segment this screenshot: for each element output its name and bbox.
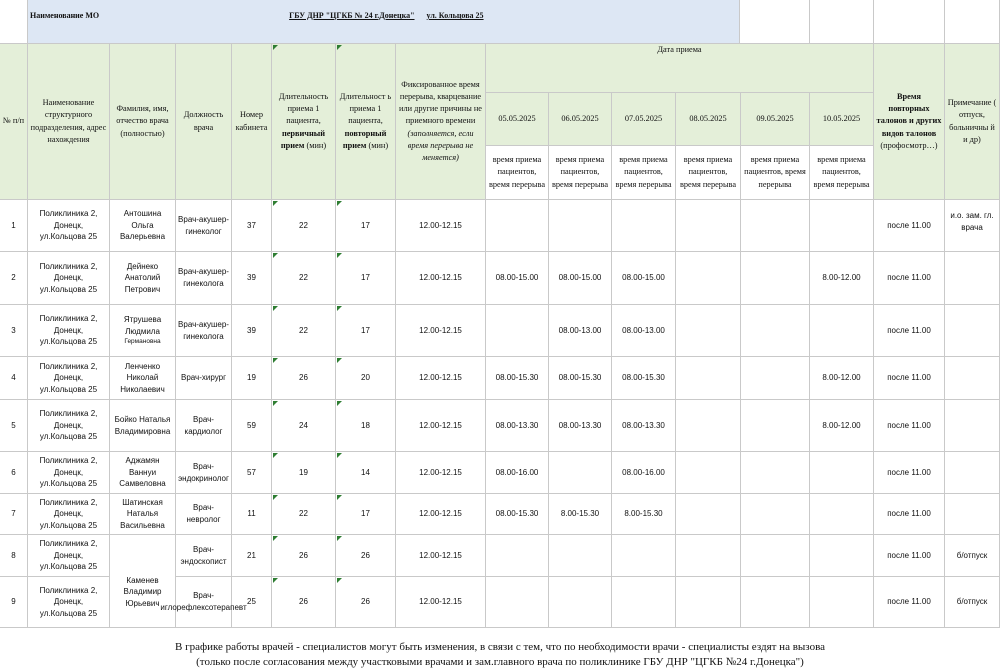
cell-day-1: 08.00-15.00 xyxy=(486,252,549,305)
header-break xyxy=(396,44,486,200)
cell-division: Поликлиника 2, Донецк, ул.Кольцова 25 xyxy=(28,494,110,535)
cell-marker xyxy=(337,306,342,311)
cell-num: 1 xyxy=(0,200,28,252)
header-date-group: Дата приема xyxy=(486,44,874,93)
header-date-3: 07.05.2025 xyxy=(612,93,676,146)
cell-day-4 xyxy=(676,400,741,452)
cell-dur-primary: 19 xyxy=(272,452,336,494)
cell-fio-merged: Каменев Владимир Юрьевич xyxy=(110,535,176,628)
cell-dur-repeat: 26 xyxy=(336,577,396,628)
cell-dur-primary: 26 xyxy=(272,357,336,400)
cell-day-1: 08.00-15.30 xyxy=(486,494,549,535)
cell-day-2: 8.00-15.30 xyxy=(549,494,612,535)
cell-fio-text: Ленченко Николай Николаевич xyxy=(120,361,165,394)
cell-day-6: 8.00-12.00 xyxy=(810,400,874,452)
cell-dur-primary: 22 xyxy=(272,494,336,535)
header-dur-primary-post: (мин) xyxy=(306,140,327,150)
cell-fio-small: Германовна xyxy=(124,338,161,346)
header-dur-primary-pre: Длительность приема 1 пациента, xyxy=(278,92,329,126)
header-date-sub-2: время приема пациентов, время перерыва xyxy=(549,146,612,200)
cell-num: 6 xyxy=(0,452,28,494)
cell-day-6 xyxy=(810,200,874,252)
header-date-4: 08.05.2025 xyxy=(676,93,741,146)
cell-day-4 xyxy=(676,494,741,535)
cell-repeat-time: после 11.00 xyxy=(874,357,945,400)
cell-division: Поликлиника 2, Донецк, ул.Кольцова 25 xyxy=(28,252,110,305)
cell-fio-text: Ятрушева Людмила xyxy=(123,315,162,336)
cell-dur-repeat: 17 xyxy=(336,305,396,357)
header-date-sub-3: время приема пациентов, время перерыва xyxy=(612,146,676,200)
cell-note xyxy=(945,400,1000,452)
cell-division: Поликлиника 2, Донецк, ул.Кольцова 25 xyxy=(28,400,110,452)
cell-dur-repeat: 17 xyxy=(336,494,396,535)
cell-position: Врач-невролог xyxy=(176,494,232,535)
cell-note xyxy=(945,305,1000,357)
cell-num: 2 xyxy=(0,252,28,305)
cell-break: 12.00-12.15 xyxy=(396,305,486,357)
title-row xyxy=(28,0,740,44)
title-address: ул. Кольцова 25 xyxy=(426,11,484,20)
cell-day-1 xyxy=(486,577,549,628)
cell-day-3: 08.00-16.00 xyxy=(612,452,676,494)
cell-position: Врач-акушер-гинеколога xyxy=(176,305,232,357)
cell-day-2: 08.00-15.30 xyxy=(549,357,612,400)
cell-marker xyxy=(273,453,278,458)
header-break-text: Фиксированное время перерыва, кварцевание или другие причины не приемного времени xyxy=(399,80,482,126)
cell-day-5 xyxy=(741,452,810,494)
cell-day-3 xyxy=(612,577,676,628)
cell-day-1: 08.00-15.30 xyxy=(486,357,549,400)
cell-dur-repeat: 18 xyxy=(336,400,396,452)
cell-fio xyxy=(110,200,176,252)
cell-day-5 xyxy=(741,305,810,357)
title-blank-5 xyxy=(945,0,1000,44)
cell-fio-text: Бойко Наталья Владимировна xyxy=(114,414,171,436)
cell-room: 25 xyxy=(232,577,272,628)
cell-note xyxy=(945,357,1000,400)
cell-dur-primary: 26 xyxy=(272,535,336,577)
cell-day-1: 08.00-13.30 xyxy=(486,400,549,452)
cell-break: 12.00-12.15 xyxy=(396,535,486,577)
header-repeat-tickets xyxy=(874,44,945,200)
cell-note xyxy=(945,494,1000,535)
header-date-6: 10.05.2025 xyxy=(810,93,874,146)
cell-note xyxy=(945,452,1000,494)
cell-num: 5 xyxy=(0,400,28,452)
cell-repeat-time: после 11.00 xyxy=(874,494,945,535)
cell-marker xyxy=(337,578,342,583)
cell-division: Поликлиника 2, Донецк, ул.Кольцова 25 xyxy=(28,305,110,357)
cell-marker xyxy=(273,358,278,363)
cell-marker xyxy=(337,536,342,541)
cell-marker xyxy=(337,45,342,50)
cell-fio-text: Антошина Ольга Валерьевна xyxy=(119,209,166,242)
cell-marker xyxy=(273,578,278,583)
title-blank xyxy=(0,0,28,44)
cell-position: Врач-акушер-гинеколог xyxy=(176,200,232,252)
cell-day-3: 08.00-15.00 xyxy=(612,252,676,305)
cell-repeat-time: после 11.00 xyxy=(874,252,945,305)
header-room: Номер кабинета xyxy=(232,44,272,200)
cell-break: 12.00-12.15 xyxy=(396,357,486,400)
cell-room: 59 xyxy=(232,400,272,452)
cell-num: 9 xyxy=(0,577,28,628)
cell-day-5 xyxy=(741,494,810,535)
header-dur-repeat-post: (мин) xyxy=(368,140,389,150)
cell-position: Врач-кардиолог xyxy=(176,400,232,452)
cell-day-4 xyxy=(676,305,741,357)
cell-fio xyxy=(110,305,176,357)
header-dur-primary-bold: первичный прием xyxy=(280,128,326,150)
header-date-2: 06.05.2025 xyxy=(549,93,612,146)
cell-marker xyxy=(273,253,278,258)
cell-position: Врач-акушер-гинеколога xyxy=(176,252,232,305)
title-blank-4 xyxy=(874,0,945,44)
cell-day-5 xyxy=(741,200,810,252)
footer-line-1: В графике работы врачей - специалистов могут быть изменения, в связи с тем, что по необходимости врачи - специалисты ездят на вызова xyxy=(174,641,825,653)
title-org: ГБУ ДНР "ЦГКБ № 24 г.Донецка" xyxy=(289,11,415,20)
cell-fio xyxy=(110,494,176,535)
cell-marker xyxy=(273,306,278,311)
cell-marker xyxy=(337,201,342,206)
cell-room: 37 xyxy=(232,200,272,252)
cell-day-4 xyxy=(676,577,741,628)
cell-room: 39 xyxy=(232,305,272,357)
header-num: № п/п xyxy=(0,44,28,200)
cell-marker xyxy=(337,358,342,363)
cell-day-2: 08.00-15.00 xyxy=(549,252,612,305)
cell-day-1 xyxy=(486,535,549,577)
cell-marker xyxy=(337,453,342,458)
cell-note: б/отпуск xyxy=(945,577,1000,628)
cell-fio xyxy=(110,357,176,400)
cell-note: и.о. зам. гл. врача xyxy=(945,200,1000,252)
cell-num: 8 xyxy=(0,535,28,577)
cell-dur-repeat: 17 xyxy=(336,200,396,252)
cell-division: Поликлиника 2, Донецк, ул.Кольцова 25 xyxy=(28,200,110,252)
cell-num: 3 xyxy=(0,305,28,357)
cell-room: 57 xyxy=(232,452,272,494)
cell-day-2 xyxy=(549,452,612,494)
cell-num: 7 xyxy=(0,494,28,535)
cell-day-4 xyxy=(676,535,741,577)
header-date-sub-1: время приема пациентов, время перерыва xyxy=(486,146,549,200)
cell-position: Врач-хирург xyxy=(176,357,232,400)
cell-dur-primary: 22 xyxy=(272,200,336,252)
cell-marker xyxy=(273,45,278,50)
cell-repeat-time: после 11.00 xyxy=(874,400,945,452)
cell-marker xyxy=(337,253,342,258)
cell-day-5 xyxy=(741,400,810,452)
cell-day-3: 08.00-13.00 xyxy=(612,305,676,357)
cell-day-6 xyxy=(810,452,874,494)
cell-room: 39 xyxy=(232,252,272,305)
cell-repeat-time: после 11.00 xyxy=(874,535,945,577)
title-blank-3 xyxy=(810,0,874,44)
cell-day-3 xyxy=(612,200,676,252)
cell-note xyxy=(945,252,1000,305)
cell-day-3 xyxy=(612,535,676,577)
cell-division: Поликлиника 2, Донецк, ул.Кольцова 25 xyxy=(28,577,110,628)
cell-break: 12.00-12.15 xyxy=(396,577,486,628)
cell-day-4 xyxy=(676,452,741,494)
cell-position: Врач-иглорефлексотерапевт xyxy=(176,577,232,628)
cell-day-4 xyxy=(676,252,741,305)
cell-dur-primary: 24 xyxy=(272,400,336,452)
cell-num: 4 xyxy=(0,357,28,400)
cell-dur-repeat: 14 xyxy=(336,452,396,494)
cell-fio xyxy=(110,452,176,494)
header-division: Наименование структурного подразделения, адрес нахождения xyxy=(28,44,110,200)
cell-dur-primary: 26 xyxy=(272,577,336,628)
cell-dur-repeat: 26 xyxy=(336,535,396,577)
cell-day-6 xyxy=(810,577,874,628)
header-date-sub-5: время приема пациентов, время перерыва xyxy=(741,146,810,200)
cell-day-1: 08.00-16.00 xyxy=(486,452,549,494)
cell-day-6 xyxy=(810,535,874,577)
cell-day-2 xyxy=(549,200,612,252)
cell-day-6 xyxy=(810,305,874,357)
cell-repeat-time: после 11.00 xyxy=(874,305,945,357)
header-date-5: 09.05.2025 xyxy=(741,93,810,146)
cell-fio xyxy=(110,400,176,452)
cell-dur-repeat: 20 xyxy=(336,357,396,400)
cell-room: 11 xyxy=(232,494,272,535)
header-date-sub-4: время приема пациентов, время перерыва xyxy=(676,146,741,200)
header-dur-repeat-pre: Длительност ь приема 1 пациента, xyxy=(339,92,392,126)
header-repeat-normal: (профосмотр…) xyxy=(880,140,938,150)
cell-repeat-time: после 11.00 xyxy=(874,577,945,628)
cell-marker xyxy=(273,401,278,406)
cell-marker xyxy=(337,401,342,406)
header-position: Должность врача xyxy=(176,44,232,200)
cell-fio-text: Аджамян Ваннуи Самвеловна xyxy=(119,456,166,489)
cell-day-2 xyxy=(549,535,612,577)
cell-marker xyxy=(273,495,278,500)
cell-dur-repeat: 17 xyxy=(336,252,396,305)
header-dur-primary xyxy=(272,44,336,200)
cell-break: 12.00-12.15 xyxy=(396,252,486,305)
cell-marker xyxy=(337,495,342,500)
cell-division: Поликлиника 2, Донецк, ул.Кольцова 25 xyxy=(28,535,110,577)
title-blank-2 xyxy=(740,0,810,44)
cell-dur-primary: 22 xyxy=(272,305,336,357)
cell-division: Поликлиника 2, Донецк, ул.Кольцова 25 xyxy=(28,357,110,400)
cell-day-2 xyxy=(549,577,612,628)
cell-day-2: 08.00-13.30 xyxy=(549,400,612,452)
cell-break: 12.00-12.15 xyxy=(396,400,486,452)
title-label: Наименование МО xyxy=(30,11,100,20)
cell-position: Врач-эндоскопист xyxy=(176,535,232,577)
cell-day-6 xyxy=(810,494,874,535)
cell-day-5 xyxy=(741,252,810,305)
cell-day-1 xyxy=(486,200,549,252)
cell-day-3: 08.00-13.30 xyxy=(612,400,676,452)
cell-marker xyxy=(273,201,278,206)
header-date-sub-6: время приема пациентов, время перерыва xyxy=(810,146,874,200)
cell-day-5 xyxy=(741,535,810,577)
header-note: Примечание ( отпуск, больничны й и др) xyxy=(945,44,1000,200)
cell-fio xyxy=(110,252,176,305)
cell-day-3: 08.00-15.30 xyxy=(612,357,676,400)
cell-break: 12.00-12.15 xyxy=(396,452,486,494)
cell-day-6: 8.00-12.00 xyxy=(810,357,874,400)
cell-room: 21 xyxy=(232,535,272,577)
cell-day-4 xyxy=(676,357,741,400)
header-break-italic: (заполняется, если время перерыва не меняется) xyxy=(407,128,474,162)
cell-day-1 xyxy=(486,305,549,357)
header-dur-repeat xyxy=(336,44,396,200)
header-dur-repeat-bold: повторный прием xyxy=(342,128,387,150)
cell-day-3: 8.00-15.30 xyxy=(612,494,676,535)
cell-repeat-time: после 11.00 xyxy=(874,452,945,494)
cell-dur-primary: 22 xyxy=(272,252,336,305)
cell-marker xyxy=(273,536,278,541)
cell-position: Врач-эндокринолог xyxy=(176,452,232,494)
header-fio: Фамилия, имя, отчество врача (полностью) xyxy=(110,44,176,200)
cell-break: 12.00-12.15 xyxy=(396,494,486,535)
footer-line-2: (только после согласования между участковыми врачами и зам.главного врача по поликлинике ГБУ ДНР "ЦГКБ №24 г.Донецка") xyxy=(196,656,804,668)
cell-repeat-time: после 11.00 xyxy=(874,200,945,252)
cell-day-6: 8.00-12.00 xyxy=(810,252,874,305)
cell-note: б/отпуск xyxy=(945,535,1000,577)
cell-fio-text: Шатинская Наталья Васильевна xyxy=(120,497,165,530)
cell-day-2: 08.00-13.00 xyxy=(549,305,612,357)
cell-division: Поликлиника 2, Донецк, ул.Кольцова 25 xyxy=(28,452,110,494)
cell-room: 19 xyxy=(232,357,272,400)
header-repeat-bold: Время повторных талонов и других видов талонов xyxy=(876,92,942,138)
header-date-1: 05.05.2025 xyxy=(486,93,549,146)
cell-fio-text: Дейнеко Анатолий Петрович xyxy=(124,261,161,294)
cell-day-5 xyxy=(741,357,810,400)
cell-day-5 xyxy=(741,577,810,628)
cell-break: 12.00-12.15 xyxy=(396,200,486,252)
cell-day-4 xyxy=(676,200,741,252)
